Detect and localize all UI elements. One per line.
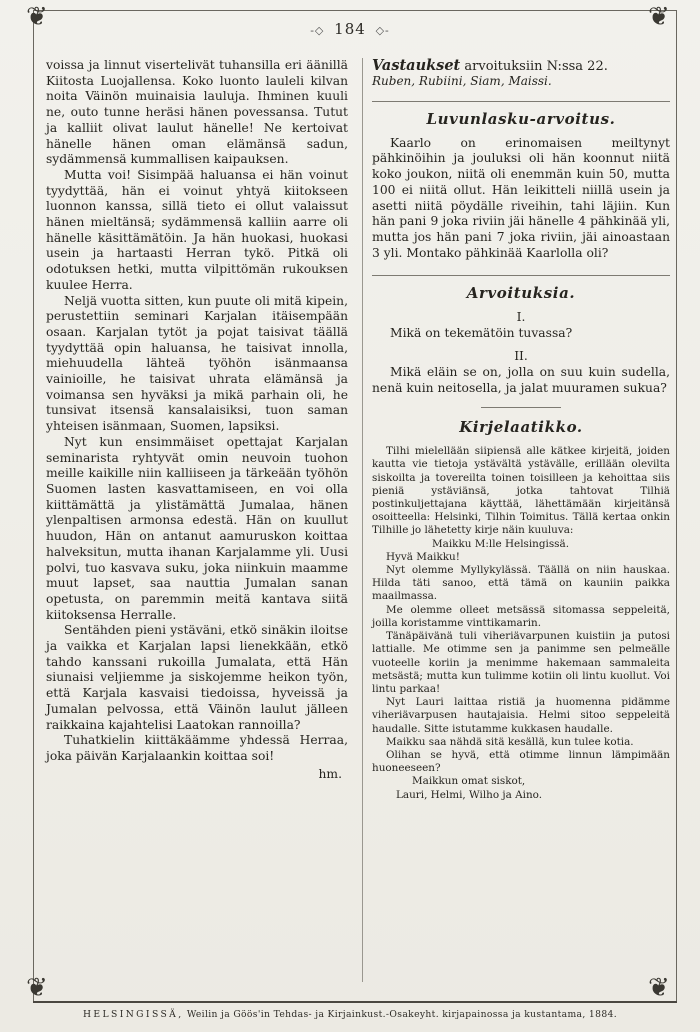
page-number: 184 bbox=[334, 20, 366, 38]
right-column bbox=[372, 58, 670, 802]
corner-ornament-icon: ❦ bbox=[648, 2, 670, 32]
left-paragraph: Sentähden pieni ystäväni, etkö sinäkin iloitse ja vaikka et Karjalan lapsi lienekkään, etkö tahdo kanssani rukoilla Jumalata, että Hän siunaisi veljiemme ja siskojemme heikon työn, että Karjala kasvaisi tiedoissa, hyveissä ja Jumalan pelvossa, että Väinön laulut jälleen raikkaina kajahtelisi Laatokan rannoilla? bbox=[46, 623, 348, 732]
arvoituksia-title: Arvoituksia. bbox=[466, 284, 576, 303]
letter-paragraph: Olihan se hyvä, että otimme linnun lämpimään huoneeseen? bbox=[372, 748, 670, 775]
answers-lead: Vastaukset bbox=[372, 57, 461, 74]
luvunlasku-text: Kaarlo on erinomaisen meiltynyt pähkinöihin ja jouluksi oli hän koonnut niitä koko joukon, niitä oli enemmän kuin 50, mutta 100 ei niitä ollut. Hän leikitteli niillä usein ja asetti niitä pöydälle riveihin, tahi läjiin. Kun hän pani 9 joka riviin jäi hänelle 4 pähkinää yli, mutta jos hän pani 7 joka riviin, jäi ainoastaan 3 yli. Montako pähkinää Kaarlolla oli? bbox=[372, 135, 670, 260]
left-signature: hm. bbox=[318, 766, 342, 781]
kirjelaatikko-intro: Tilhi mielellään siipiensä alle kätkee kirjeitä, joiden kautta vie tietoja ystävältä ystävälle, erillään olevilta siskoilta ja tovereilta toinen toisilleen ja kehoittaa siis pieniä ystäviänsä, jotka tahtovat Tilhiä postinkuljettajana käyttää, lähettämään kirjeitänsä osoitteella: Helsinki, Tilhin Toimitus. Tällä kertaa onkin Tilhille jo lähetetty kirje näin kuuluva: bbox=[372, 445, 670, 537]
letter-paragraph: Maikku saa nähdä sitä kesällä, kun tulee kotia. bbox=[386, 735, 634, 748]
letter-salutation: Hyvä Maikku! bbox=[386, 550, 460, 563]
left-paragraph: Mutta voi! Sisimpää haluansa ei hän voinut tyydyttää, hän ei voinut yhtyä kiitokseen luonnon kanssa, sillä tieto ei ollut valaissut hänen mieltänsä; sydämmensä kalliin aarre oli hänelle käsittämätöin. Ja hän huokasi, huokasi usein ja hartaasti Herran tykö. Pitkä oli odotuksen hetki, mutta vilpittömän rukouksen kuulee Herra. bbox=[46, 167, 348, 292]
column-divider bbox=[362, 58, 363, 982]
page-header bbox=[0, 20, 700, 38]
letter-paragraph: Nyt olemme Myllykylässä. Täällä on niin hauskaa. Hilda täti sanoo, että tämä on kauniin paikka maailmassa. bbox=[372, 564, 670, 603]
luvunlasku-title: Luvunlasku-arvoitus. bbox=[426, 110, 616, 128]
letter-paragraph: Tänäpäivänä tuli viheriävarpunen kuistiin ja putosi lattialle. Me otimme sen ja panimme sen pelmeälle vuoteelle koriin ja menimme hakemaan sammaleita metsästä; mutta kun tulimme kotiin oli lintu kuollut. Voi lintu parkaa! bbox=[372, 630, 670, 695]
riddle-numeral: II. bbox=[514, 349, 528, 364]
riddle-text: Mikä on tekemätöin tuvassa? bbox=[390, 325, 573, 340]
answers-rest: arvoituksiin N:ssa 22. bbox=[464, 59, 608, 74]
answers-block bbox=[372, 58, 670, 89]
corner-ornament-icon: ❦ bbox=[26, 2, 48, 32]
left-paragraph: Tuhatkielin kiittäkäämme yhdessä Herraa, joka päivän Karjalaankin koittaa soi! bbox=[46, 733, 348, 763]
header-ornament-icon: -◇ bbox=[310, 24, 325, 37]
page-footer bbox=[0, 1009, 700, 1020]
corner-ornament-icon: ❦ bbox=[648, 973, 670, 1003]
left-paragraph: Neljä vuotta sitten, kun puute oli mitä kipein, perustettiin seminari Karjalan itäisempään osaan. Karjalan tytöt ja pojat taisivat täällä tyydyttää opin haluansa, he taisivat innolla, miehuudella lähteä työhön isänmaansa vainioille, he taisivat uhrata elämänsä ja voimansa sen hyväksi ja mikä parhain oli, he tunsivat itsensä kansalaisiksi, tuon saman yhteisen isänmaan, Suomen, lapsiksi. bbox=[46, 293, 348, 434]
letter-signers: Lauri, Helmi, Wilho ja Aino. bbox=[396, 788, 543, 801]
letter-paragraph: Nyt Lauri laittaa ristiä ja huomenna pidämme viheriävarpusen hautajaisia. Helmi sitoo seppeleitä haudalle. Sitte istutamme kukkasen haudalle. bbox=[372, 696, 670, 735]
footer-text: Weilin ja Göös'in Tehdas- ja Kirjainkust.-Osakeyht. kirjapainossa ja kustantama, 1884. bbox=[186, 1009, 617, 1020]
left-paragraph: Nyt kun ensimmäiset opettajat Karjalan seminarista ryhtyvät omin neuvoin tuohon meille kaikille niin kalliiseen ja tärkeään työhön Suomen lasten kasvattamiseen, en voi olla kiittämättä ja ylistämättä Jumalaa, hänen ylenpaltisen armonsa edestä. Hän on kuullut huudon, Hän on antanut aamuruskon koittaa halveksitun, mutta ihanan Karjalamme yli. Uusi polvi, tuo kasvava suku, joka niinkuin maamme muut lapset, saa nauttia Jumalan sanan opetusta, on paremmin meitä kantava siitä kiitoksensa Herralle. bbox=[46, 434, 348, 622]
answers-list: Ruben, Rubiini, Siam, Maissi. bbox=[372, 74, 552, 88]
footer-city: HELSINGISSÄ, bbox=[83, 1009, 184, 1020]
riddle-text: Mikä eläin se on, jolla on suu kuin sudella, nenä kuin neitosella, ja jalat muuramen sukua? bbox=[372, 365, 670, 395]
letter-paragraph: Me olemme olleet metsässä sitomassa seppeleitä, joilla koristamme vinttikamarin. bbox=[372, 603, 670, 629]
kirjelaatikko-body bbox=[372, 445, 670, 801]
header-ornament-icon: ◇- bbox=[375, 24, 390, 37]
left-paragraph: voissa ja linnut visertelivät tuhansilla eri äänillä Kiitosta Luojallensa. Koko luonto lauleli kilvan noita Väinön muinaisia lauluja. Ihminen kuuli ne, outo tunne heräsi hänen povessansa. Tutut ja kalliit olivat laulut hänelle! Ne kertoivat hänelle hänen oman elämänsä sadun, sydämmensä kummallisen kaipauksen. bbox=[46, 58, 348, 167]
letter-closing: Maikkun omat siskot, bbox=[412, 775, 526, 788]
letter-address: Maikku M:lle Helsingissä. bbox=[432, 537, 570, 550]
kirjelaatikko-title: Kirjelaatikko. bbox=[459, 417, 583, 436]
left-column bbox=[46, 58, 348, 782]
riddle-numeral: I. bbox=[516, 310, 526, 325]
corner-ornament-icon: ❦ bbox=[26, 973, 48, 1003]
bottom-rule bbox=[33, 1001, 677, 1003]
